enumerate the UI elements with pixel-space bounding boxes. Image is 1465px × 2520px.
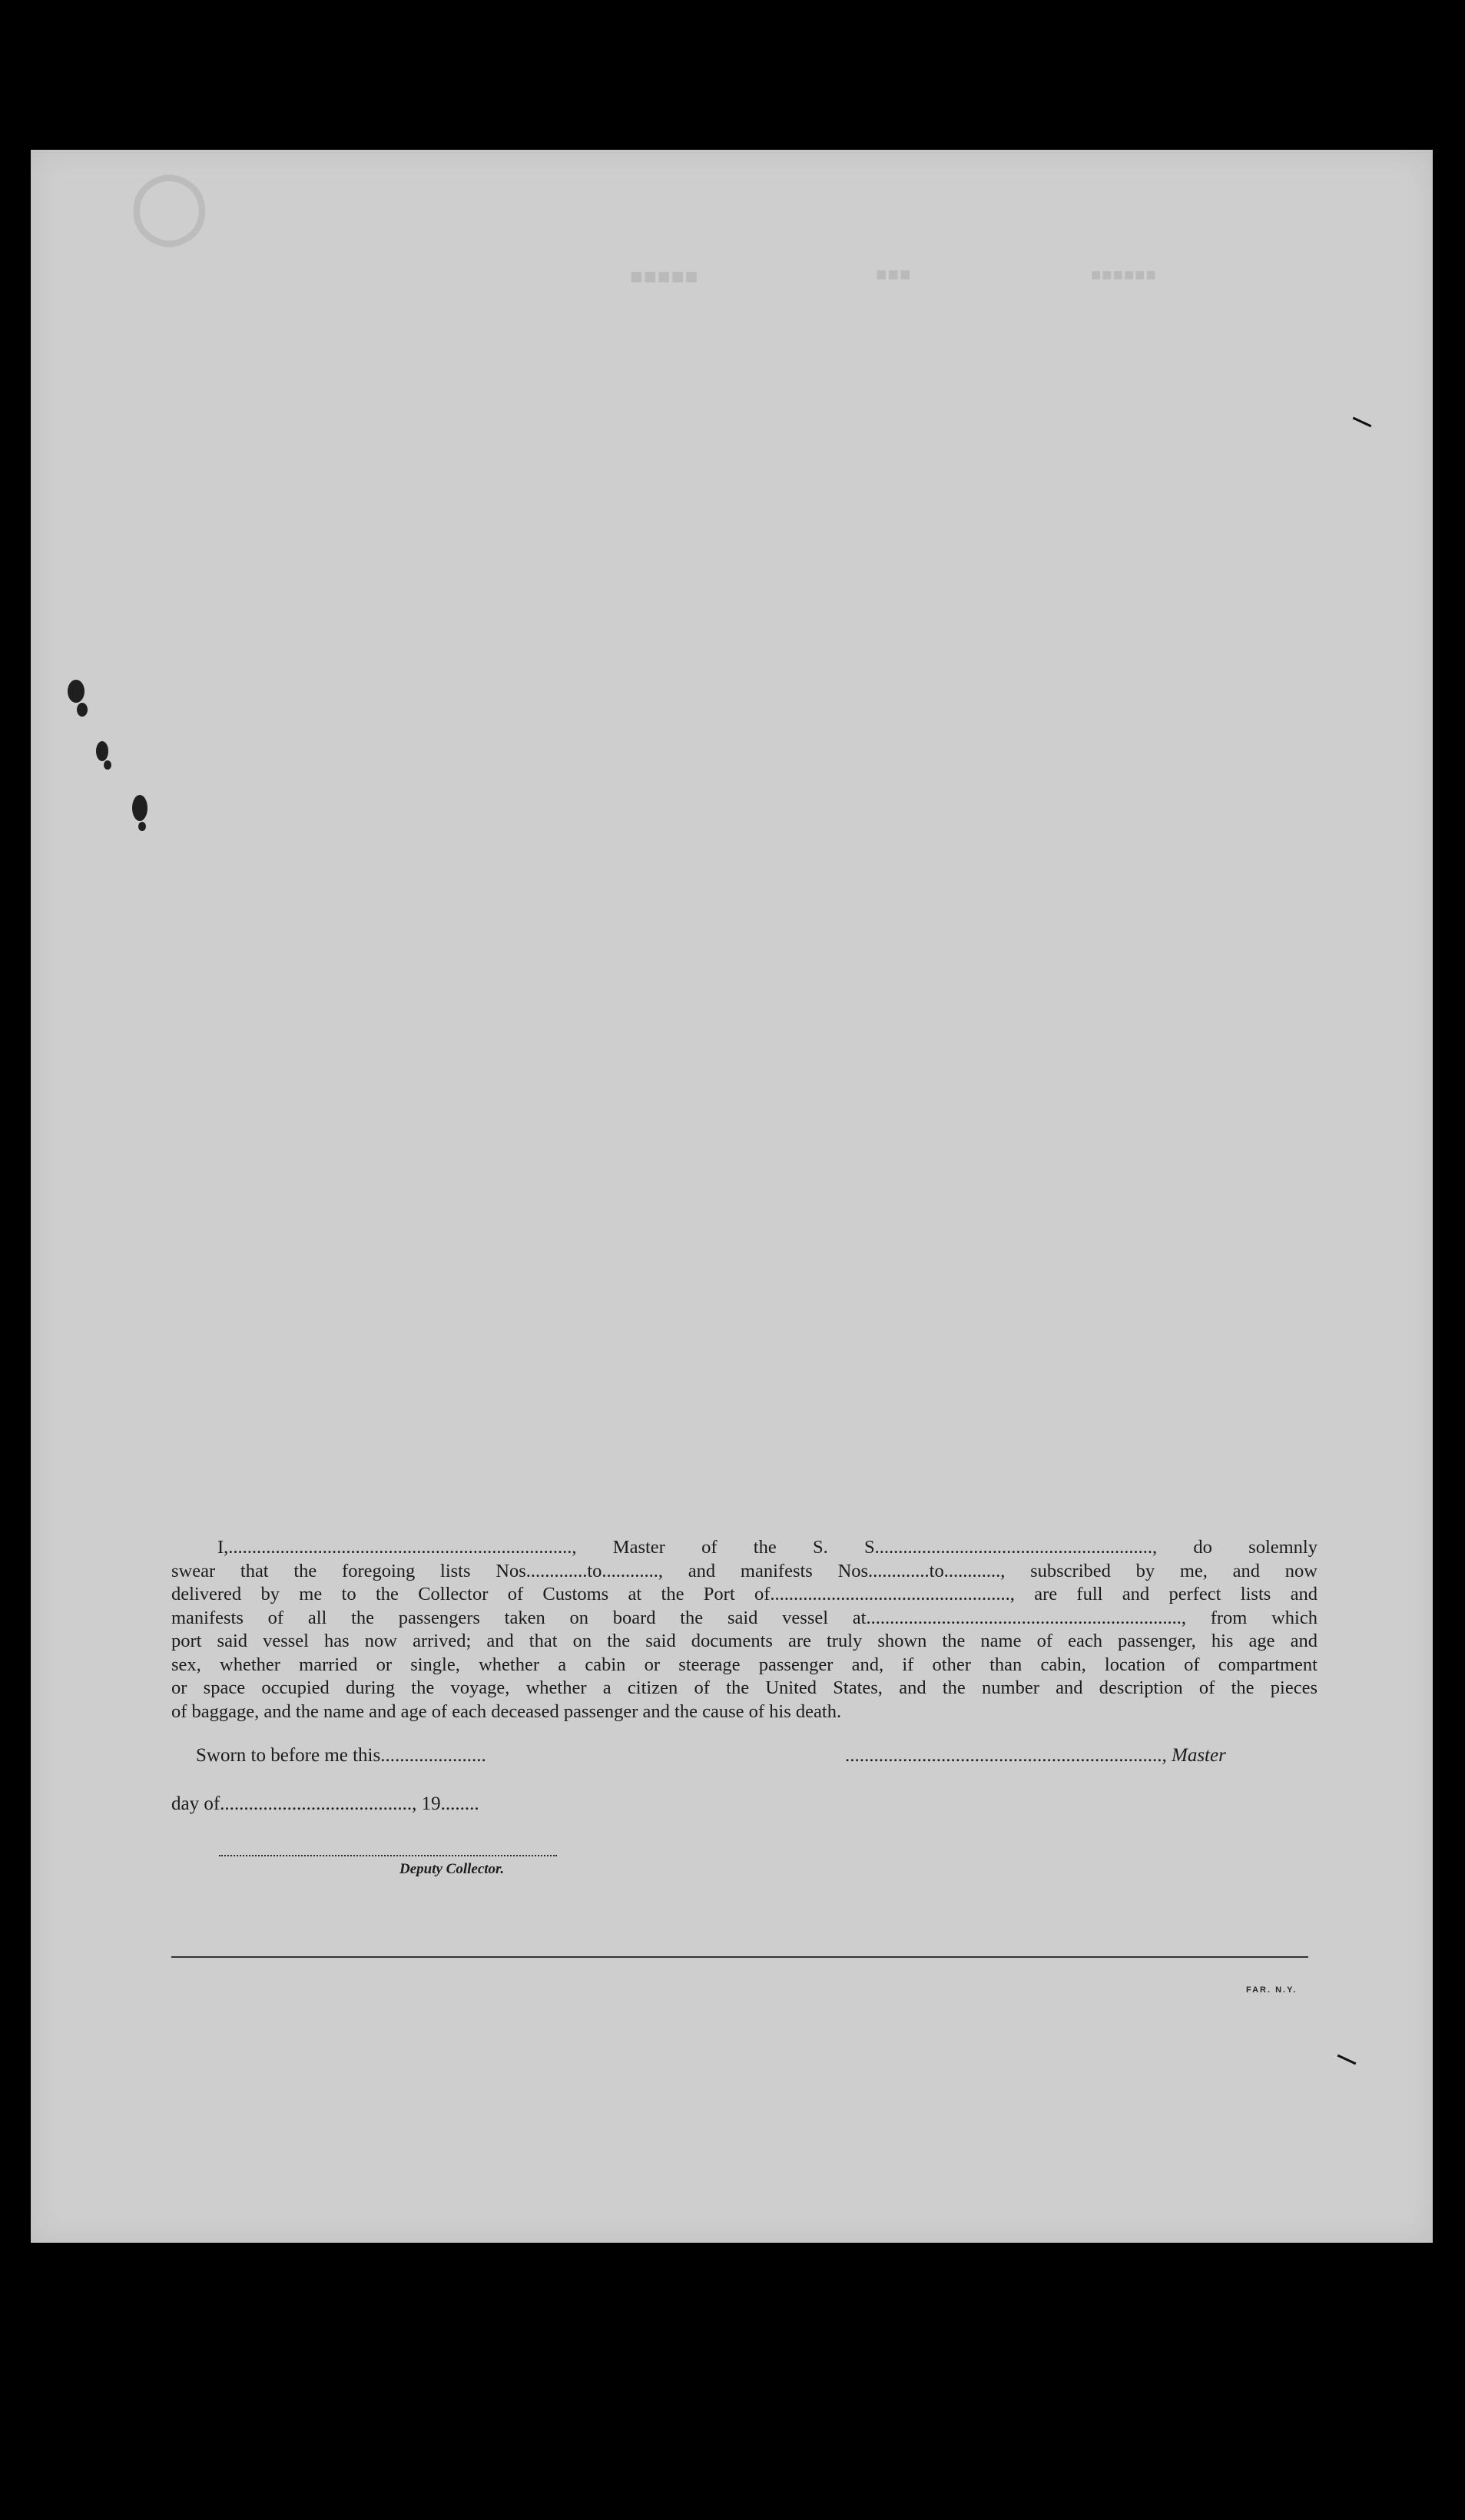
sworn-before-line: Sworn to before me this...................... bbox=[196, 1745, 486, 1766]
day-of-line: day of........................................, 19........ bbox=[171, 1793, 479, 1814]
oath-line: port said vessel has now arrived; and that on the said documents are truly shown the name of each passenger, his age and bbox=[171, 1631, 1318, 1651]
oath-line: or space occupied during the voyage, whether a citizen of the United States, and the number and description of the pieces bbox=[171, 1677, 1318, 1698]
bleed-through-mark: ■■■■■■ bbox=[1091, 265, 1157, 284]
deputy-signature-line bbox=[219, 1855, 557, 1856]
bleed-through-mark: ■■■ bbox=[876, 265, 912, 285]
ink-blot bbox=[77, 703, 88, 717]
ink-blot bbox=[96, 741, 108, 761]
master-signature-dots: .................................................................. bbox=[845, 1745, 1162, 1766]
ink-blot bbox=[68, 680, 85, 703]
oath-paragraph bbox=[171, 1536, 1318, 1724]
bleed-through-mark: ■■■■■ bbox=[630, 265, 699, 289]
oath-line: delivered by me to the Collector of Customs at the Port of..................................................., are full and perfect lists and bbox=[171, 1584, 1318, 1604]
master-signature-line bbox=[845, 1745, 1226, 1767]
bottom-rule bbox=[171, 1956, 1308, 1958]
oath-line: of baggage, and the name and age of each deceased passenger and the cause of his death. bbox=[171, 1700, 842, 1722]
oath-line: I,........................................................................., Master of the S. S..........................................................., do solemnly bbox=[217, 1537, 1318, 1558]
oath-line: swear that the foregoing lists Nos.............to............, and manifests Nos.............to............, subscribed by me, and now bbox=[171, 1560, 1318, 1581]
master-label: , Master bbox=[1162, 1745, 1226, 1766]
oath-line: manifests of all the passengers taken on board the said vessel at..................................................................., from which bbox=[171, 1607, 1318, 1628]
ink-blot bbox=[138, 822, 146, 831]
bleed-through-mark: ◯ bbox=[131, 168, 209, 244]
document-page bbox=[31, 150, 1433, 2243]
printer-mark: FAR. N.Y. bbox=[1246, 1985, 1298, 1995]
oath-line: sex, whether married or single, whether a cabin or steerage passenger and, if other than cabin, location of compartment bbox=[171, 1654, 1318, 1675]
deputy-collector-label: Deputy Collector. bbox=[399, 1861, 505, 1877]
ink-blot bbox=[132, 795, 147, 821]
ink-blot bbox=[104, 760, 111, 770]
